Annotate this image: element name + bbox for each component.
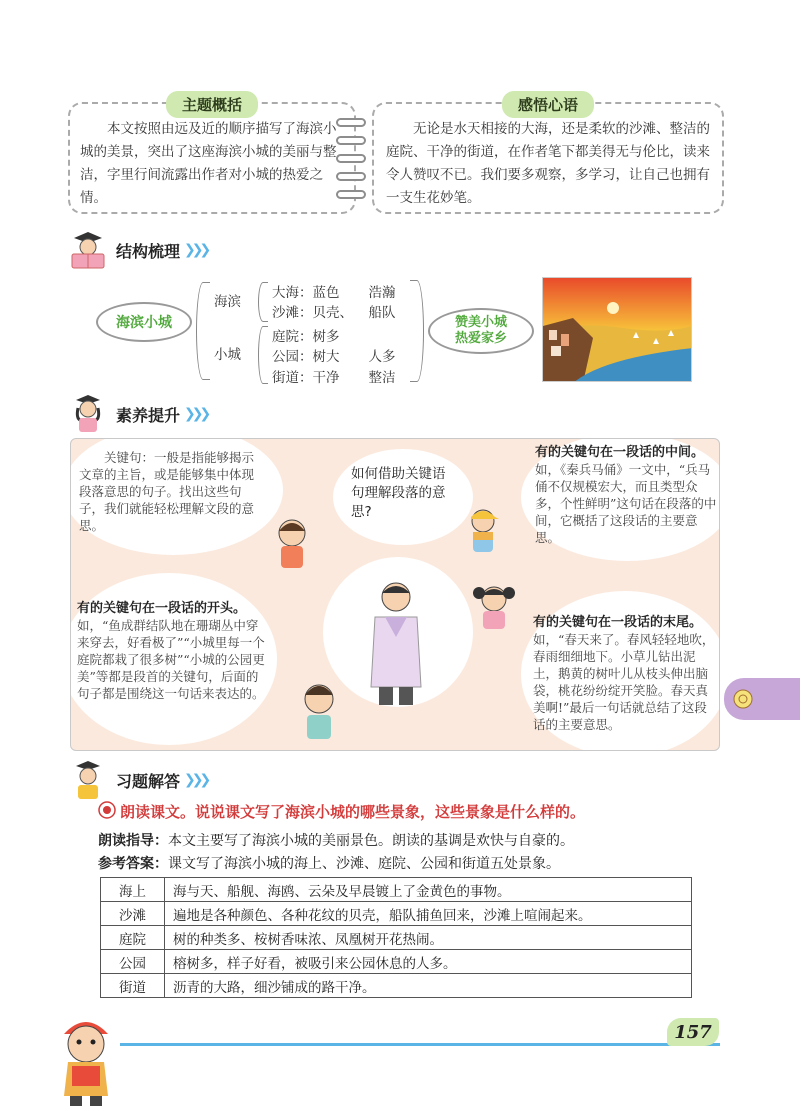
- structure-group2: 小城: [214, 347, 241, 363]
- structure-item-4: 街道：干净 整洁: [272, 370, 396, 386]
- table-cell-place: 公园: [101, 950, 165, 974]
- reference-answer-label: 参考答案：: [98, 856, 168, 872]
- structure-center-label: 海滨小城: [116, 315, 172, 331]
- seaside-town-illustration: [542, 277, 692, 382]
- structure-bracket-seaside: [258, 282, 268, 322]
- key-sentence-end: [533, 613, 719, 733]
- summary-box-text: 本文按照由远及近的顺序描写了海滨小城的美景，突出了这座海滨小城的美丽与整洁，字里行间流露出作者对小城的热爱之情。: [80, 121, 337, 206]
- key-sentence-definition: 关键句：一般是指能够揭示文章的主旨，或是能够集中体现段落意思的句子。找出这些句子，我们就能轻松理解文段的意思。: [79, 450, 255, 533]
- table-cell-desc: 遍地是各种颜色、各种花纹的贝壳，船队捕鱼回来，沙滩上喧闹起来。: [165, 902, 692, 926]
- page-number: 157: [667, 1018, 719, 1046]
- table-cell-desc: 树的种类多、桉树香味浓、凤凰树开花热闹。: [165, 926, 692, 950]
- exercise-section-header: [66, 758, 207, 802]
- graduate-student-icon: [66, 758, 110, 802]
- girl-character-icon: [271, 515, 313, 575]
- summary-box-title: 主题概括: [166, 91, 258, 118]
- reading-guide: [98, 830, 574, 850]
- table-cell-place: 庭院: [101, 926, 165, 950]
- literacy-section-header: [66, 392, 207, 436]
- table-cell-desc: 沥青的大路，细沙铺成的路干净。: [165, 974, 692, 998]
- exercise-question: 朗读课文。说说课文写了海滨小城的哪些景象，这些景象是什么样的。: [120, 803, 586, 821]
- reference-answer: [98, 853, 560, 873]
- structure-center-oval: [96, 302, 192, 342]
- structure-bracket-town: [258, 326, 268, 384]
- table-row: [101, 974, 692, 998]
- table-row: [101, 950, 692, 974]
- double-chevron-icon: ❯❯❯: [184, 406, 208, 422]
- structure-item-0: 大海：蓝色 浩瀚: [272, 285, 396, 301]
- structure-conclusion-line1: 赞美小城: [454, 315, 507, 330]
- answer-table: [100, 877, 692, 998]
- reference-answer-text: 课文写了海滨小城的海上、沙滩、庭院、公园和街道五处景象。: [168, 856, 560, 872]
- structure-conclusion-line2: 热爱家乡: [454, 331, 507, 346]
- table-row: [101, 902, 692, 926]
- table-row: [101, 878, 692, 902]
- structure-item-2: 庭院：树多: [272, 329, 340, 345]
- reading-student-icon: [66, 228, 110, 272]
- snail-icon: [730, 686, 756, 712]
- reading-guide-text: 本文主要写了海滨小城的美丽景色。朗读的基调是欢快与自豪的。: [168, 833, 574, 849]
- table-cell-place: 沙滩: [101, 902, 165, 926]
- key-sentence-middle-title: 有的关键句在一段话的中间。: [535, 445, 705, 460]
- structure-section-title: 结构梳理: [116, 241, 181, 261]
- structure-group1: 海滨: [214, 294, 241, 310]
- boy-curly-character-icon: [297, 679, 341, 743]
- table-row: [101, 926, 692, 950]
- key-sentence-middle: [535, 443, 717, 546]
- structure-section-header: [66, 228, 207, 272]
- table-cell-desc: 海与天、船舰、海鸥、云朵及早晨镀上了金黄色的事物。: [165, 878, 692, 902]
- table-cell-place: 海上: [101, 878, 165, 902]
- double-chevron-icon: ❯❯❯: [184, 772, 208, 788]
- exercise-section-title: 习题解答: [116, 771, 181, 791]
- insight-box-title: 感悟心语: [502, 91, 594, 118]
- structure-conclusion-oval: [428, 308, 534, 354]
- reading-guide-label: 朗读指导：: [98, 833, 168, 849]
- table-cell-place: 街道: [101, 974, 165, 998]
- key-sentence-start-text: 如，“鱼成群结队地在珊瑚丛中穿来穿去，好看极了”“小城里每一个庭院都栽了很多树”“小城的公园更美”等都是段首的关键句，后面的句子都是围绕这一句话来表达的。: [77, 618, 265, 701]
- summary-box: [68, 96, 356, 214]
- boy-cap-character-icon: [463, 503, 503, 561]
- insight-box: [372, 96, 724, 214]
- structure-bracket-main: [196, 282, 210, 380]
- mascot-character-icon: [50, 1010, 122, 1110]
- key-sentence-end-text: 如，“春天来了。春风轻轻地吹，春雨细细地下。小草儿钻出泥土，鹅黄的树叶儿从枝头伸出脑袋，桃花纷纷绽开笑脸。春天真美啊!”最后一句话就总结了这段话的主要意思。: [533, 632, 715, 732]
- literacy-question: 如何借助关键语句理解段落的意思?: [351, 466, 446, 520]
- insight-box-text: 无论是水天相接的大海，还是柔软的沙滩、整洁的庭院、干净的街道，在作者笔下都美得无与伦比，读来令人赞叹不已。我们要多观察，多学习，让自己也拥有一支生花妙笔。: [386, 121, 710, 206]
- teacher-character-icon: [361, 577, 431, 707]
- key-sentence-start-title: 有的关键句在一段话的开头。: [77, 601, 247, 616]
- structure-bracket-right: [410, 280, 424, 382]
- double-chevron-icon: ❯❯❯: [184, 242, 208, 258]
- binder-rings: [336, 114, 366, 214]
- key-sentence-middle-text: 如，《秦兵马俑》一文中，“兵马俑不仅规模宏大，而且类型众多，个性鲜明”这句话在段落的中间，它概括了这段话的主要意思。: [535, 462, 717, 545]
- structure-item-1: 沙滩：贝壳、 船队: [272, 305, 396, 321]
- question-number-icon: [98, 801, 116, 819]
- footer-line: [120, 1043, 720, 1046]
- literacy-section-title: 素养提升: [116, 405, 181, 425]
- girl-student-icon: [66, 392, 110, 436]
- key-sentence-end-title: 有的关键句在一段话的末尾。: [533, 615, 703, 630]
- literacy-panel: [70, 438, 720, 751]
- chapter-side-tab: [724, 678, 800, 720]
- girl-pigtails-character-icon: [469, 579, 519, 633]
- key-sentence-start: [77, 599, 265, 702]
- structure-item-3: 公园：树大 人多: [272, 349, 396, 365]
- table-cell-desc: 榕树多，样子好看，被吸引来公园休息的人多。: [165, 950, 692, 974]
